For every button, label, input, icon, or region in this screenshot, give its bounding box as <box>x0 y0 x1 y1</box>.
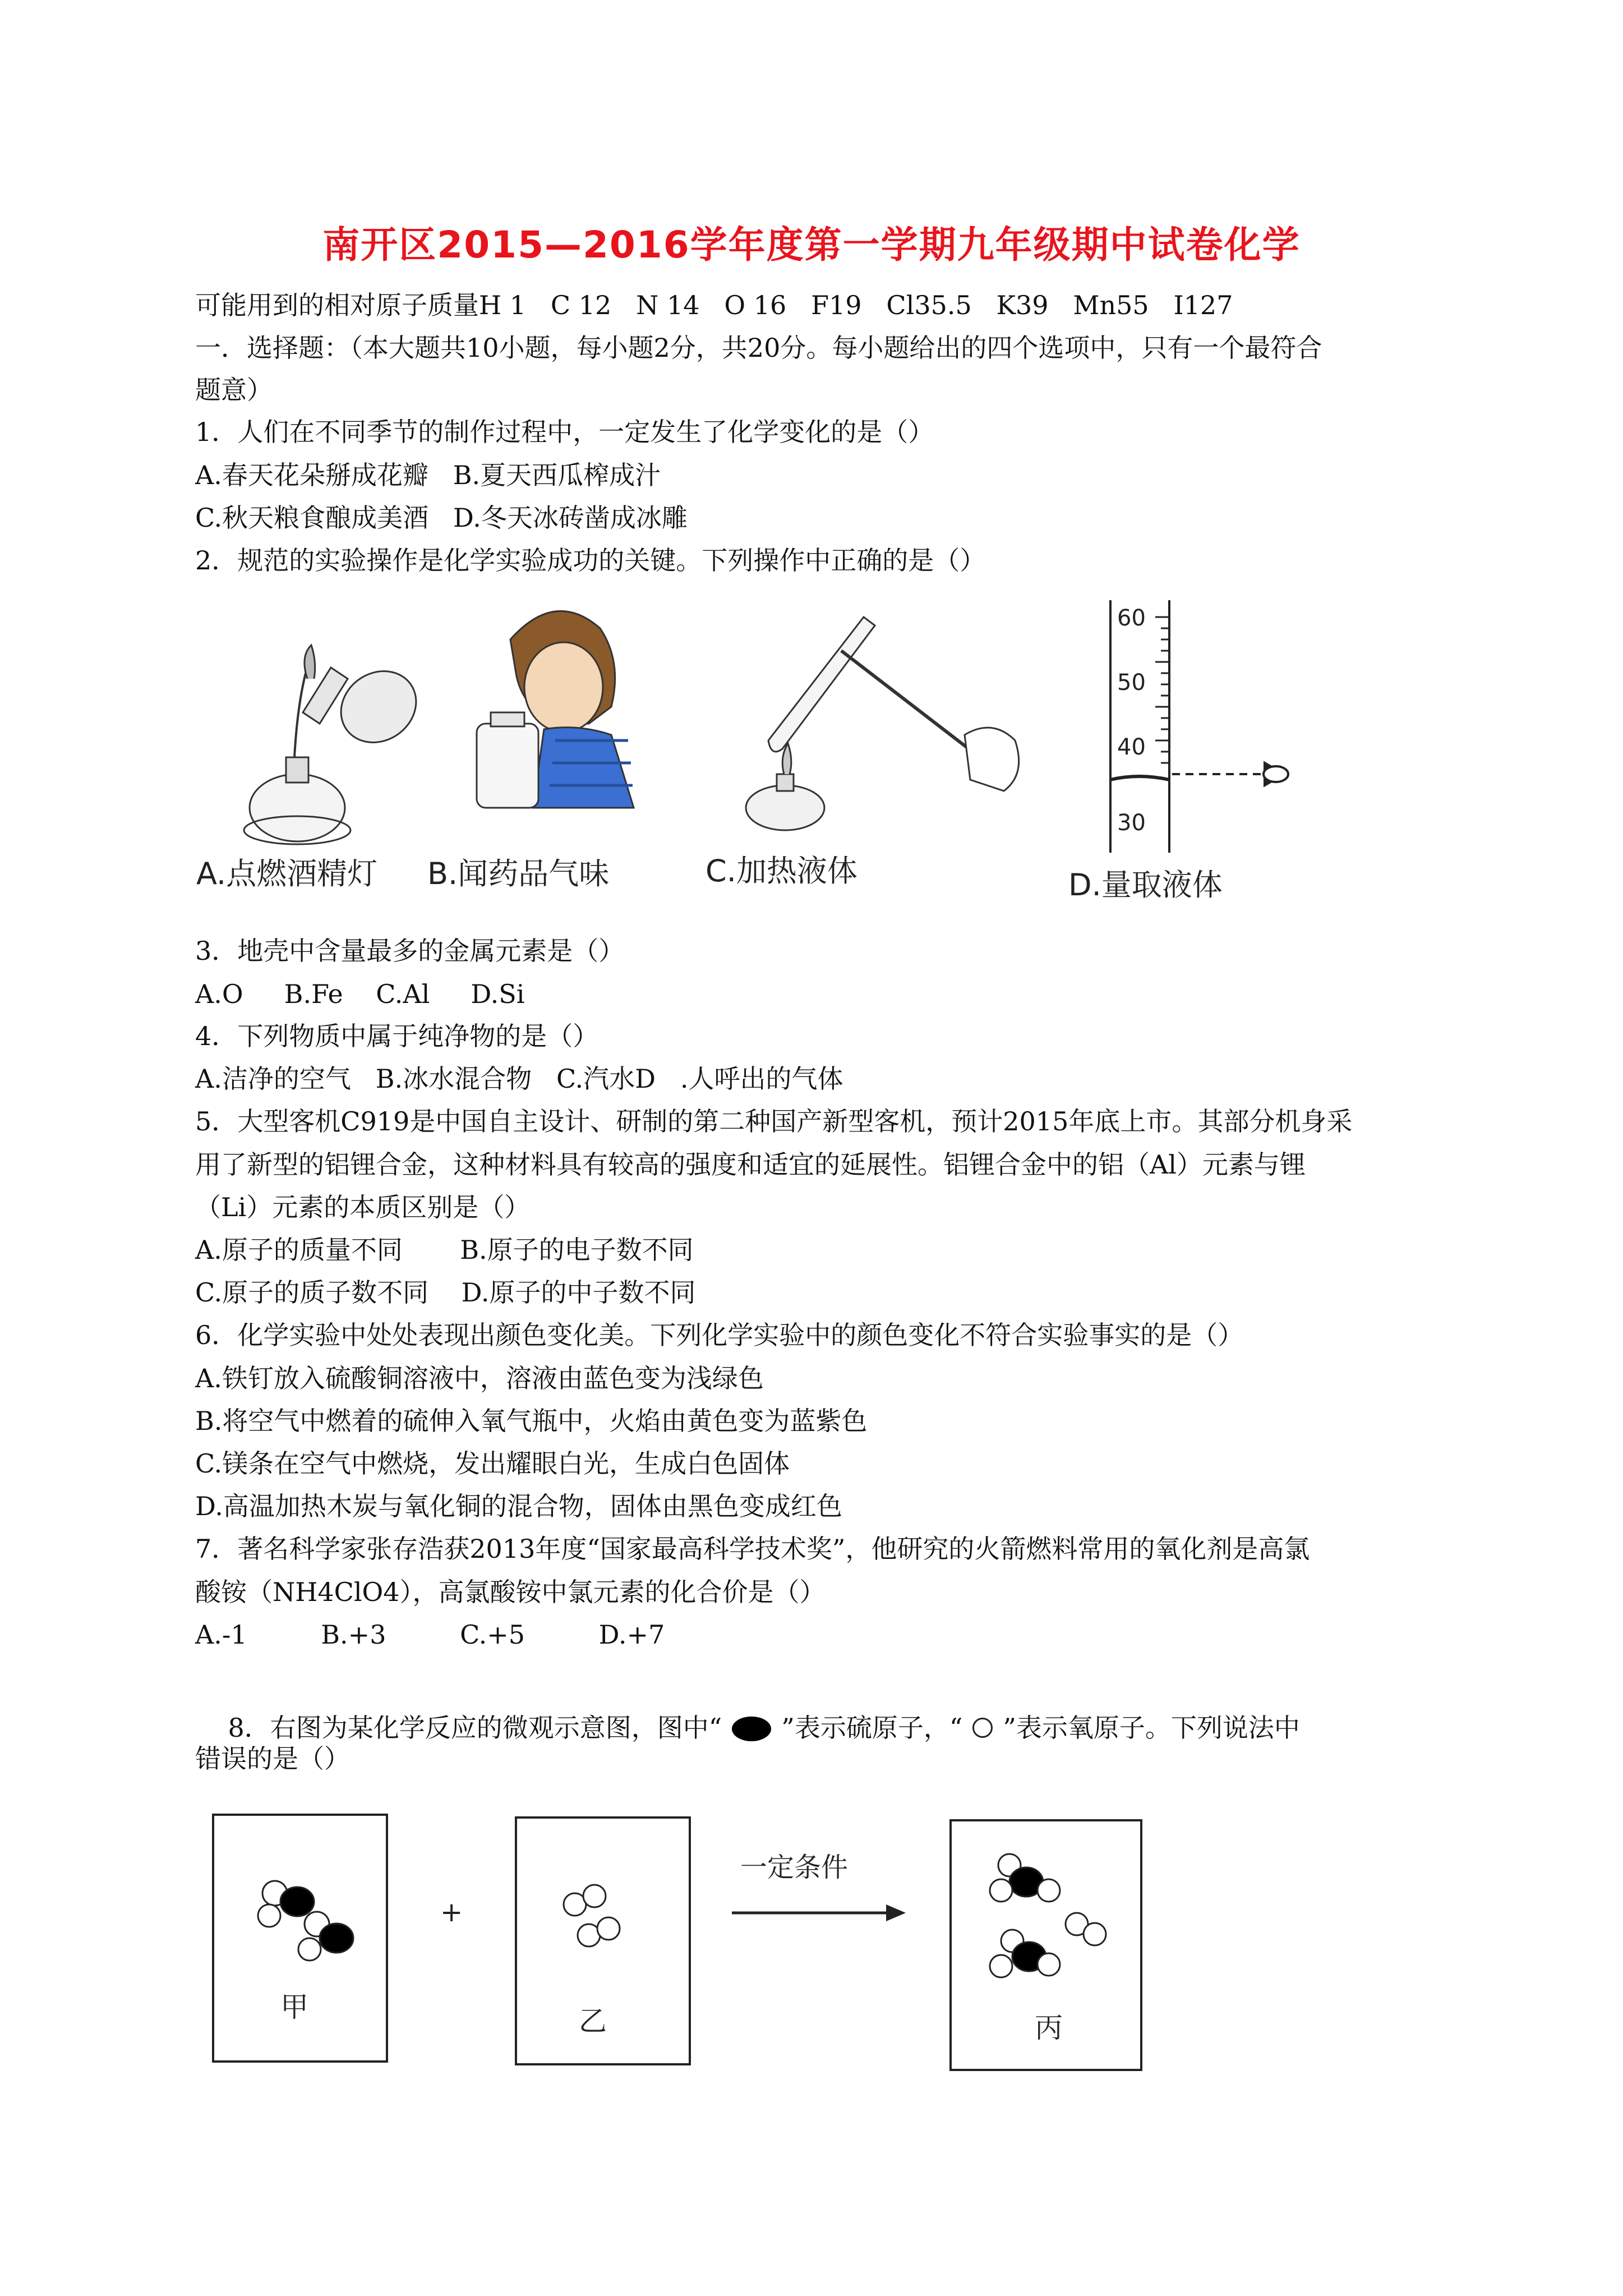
q7-options: A.-1 B.+3 C.+5 D.+7 <box>195 1619 665 1650</box>
q6-option-d: D.高温加热木炭与氧化铜的混合物，固体由黑色变成红色 <box>195 1491 842 1521</box>
q5-line3: （Li）元素的本质区别是（） <box>195 1192 531 1222</box>
q8-reaction-diagram <box>202 1806 1155 2081</box>
q5-options-cd: C.原子的质子数不同 D.原子的中子数不同 <box>195 1277 696 1308</box>
alcohol-lamp-illustration <box>244 645 430 844</box>
q7-line1: 7．著名科学家张存浩获2013年度“国家最高科学技术奖”，他研究的火箭燃料常用的氧化剂是高氯 <box>195 1534 1310 1564</box>
q6-option-a: A.铁钉放入硫酸铜溶液中，溶液由蓝色变为浅绿色 <box>195 1363 764 1393</box>
q2-label-b: B.闻药品气味 <box>427 856 610 891</box>
q6-option-b: B.将空气中燃着的硫伸入氧气瓶中，火焰由黄色变为蓝紫色 <box>195 1406 868 1436</box>
q8-line1 <box>195 1677 1300 1778</box>
q1-options-cd: C.秋天粮食酿成美酒 D.冬天冰砖凿成冰雕 <box>195 503 688 533</box>
plus-sign: + <box>440 1897 463 1928</box>
cylinder-tick-60: 60 <box>1117 605 1146 631</box>
sulfur-atom-icon <box>732 1717 771 1741</box>
q5-line2: 用了新型的铝锂合金，这种材料具有较高的强度和适宜的延展性。铝锂合金中的铝（Al）元素与锂 <box>195 1149 1306 1180</box>
q3-options: A.O B.Fe C.Al D.Si <box>195 979 525 1009</box>
q7-line2: 酸铵（NH4ClO4），高氯酸铵中氯元素的化合价是（） <box>195 1577 826 1607</box>
box-bing-label: 丙 <box>1035 2012 1063 2044</box>
molecule-so3-a <box>990 1854 1060 1902</box>
boy-smelling-illustration <box>477 611 634 808</box>
q3-stem: 3．地壳中含量最多的金属元素是（） <box>195 936 625 966</box>
section-heading: 一．选择题：（本大题共10小题，每小题2分，共20分。每小题给出的四个选项中，只有一个最符合 <box>195 333 1322 363</box>
q4-options: A.洁净的空气 B.冰水混合物 C.汽水D .人呼出的气体 <box>195 1064 843 1094</box>
cylinder-tick-30: 30 <box>1117 810 1146 836</box>
molecule-so2-b <box>298 1912 353 1961</box>
molecule-o2-c <box>1066 1913 1106 1945</box>
q1-options-ab: A.春天花朵掰成花瓣 B.夏天西瓜榨成汁 <box>195 460 661 490</box>
box-jia <box>213 1815 387 2062</box>
q2-label-c: C.加热液体 <box>706 853 857 889</box>
q8-text-c: ”表示氧原子。下列说法中 <box>1003 1713 1300 1743</box>
test-tube-heating-illustration <box>746 617 1019 830</box>
box-jia-label: 甲 <box>280 1991 308 2023</box>
q8-line2: 错误的是（） <box>195 1743 350 1774</box>
q2-label-a: A.点燃酒精灯 <box>196 856 378 891</box>
cylinder-tick-50: 50 <box>1117 670 1146 696</box>
q5-options-ab: A.原子的质量不同 B.原子的电子数不同 <box>195 1235 694 1265</box>
molecule-so3-b <box>990 1930 1060 1977</box>
q2-stem: 2．规范的实验操作是化学实验成功的关键。下列操作中正确的是（） <box>195 545 986 576</box>
molecule-o2-b <box>578 1917 620 1947</box>
q8-text-b: ”表示硫原子，“ <box>781 1713 963 1743</box>
box-yi-label: 乙 <box>579 2005 607 2037</box>
molecule-o2-a <box>564 1885 606 1916</box>
q2-label-d: D.量取液体 <box>1068 867 1223 903</box>
oxygen-atom-icon <box>972 1718 993 1738</box>
q5-line1: 5．大型客机C919是中国自主设计、研制的第二种国产新型客机，预计2015年底上市。其部分机身采 <box>195 1106 1353 1137</box>
condition-label: 一定条件 <box>740 1852 849 1883</box>
cylinder-tick-40: 40 <box>1117 734 1146 760</box>
q4-stem: 4．下列物质中属于纯净物的是（） <box>195 1021 599 1051</box>
section-heading-cont: 题意） <box>195 375 273 405</box>
page-title: 南开区2015—2016学年度第一学期九年级期中试卷化学 <box>322 223 1301 266</box>
q6-option-c: C.镁条在空气中燃烧，发出耀眼白光，生成白色固体 <box>195 1448 790 1479</box>
q1-stem: 1．人们在不同季节的制作过程中，一定发生了化学变化的是（） <box>195 417 934 447</box>
q8-text-a: 8．右图为某化学反应的微观示意图，图中“ <box>228 1713 722 1743</box>
atomic-masses: 可能用到的相对原子质量H 1 C 12 N 14 O 16 F19 Cl35.5 K39 Mn55 I127 <box>195 290 1233 320</box>
q6-stem: 6．化学实验中处处表现出颜色变化美。下列化学实验中的颜色变化不符合实验事实的是（） <box>195 1320 1244 1350</box>
